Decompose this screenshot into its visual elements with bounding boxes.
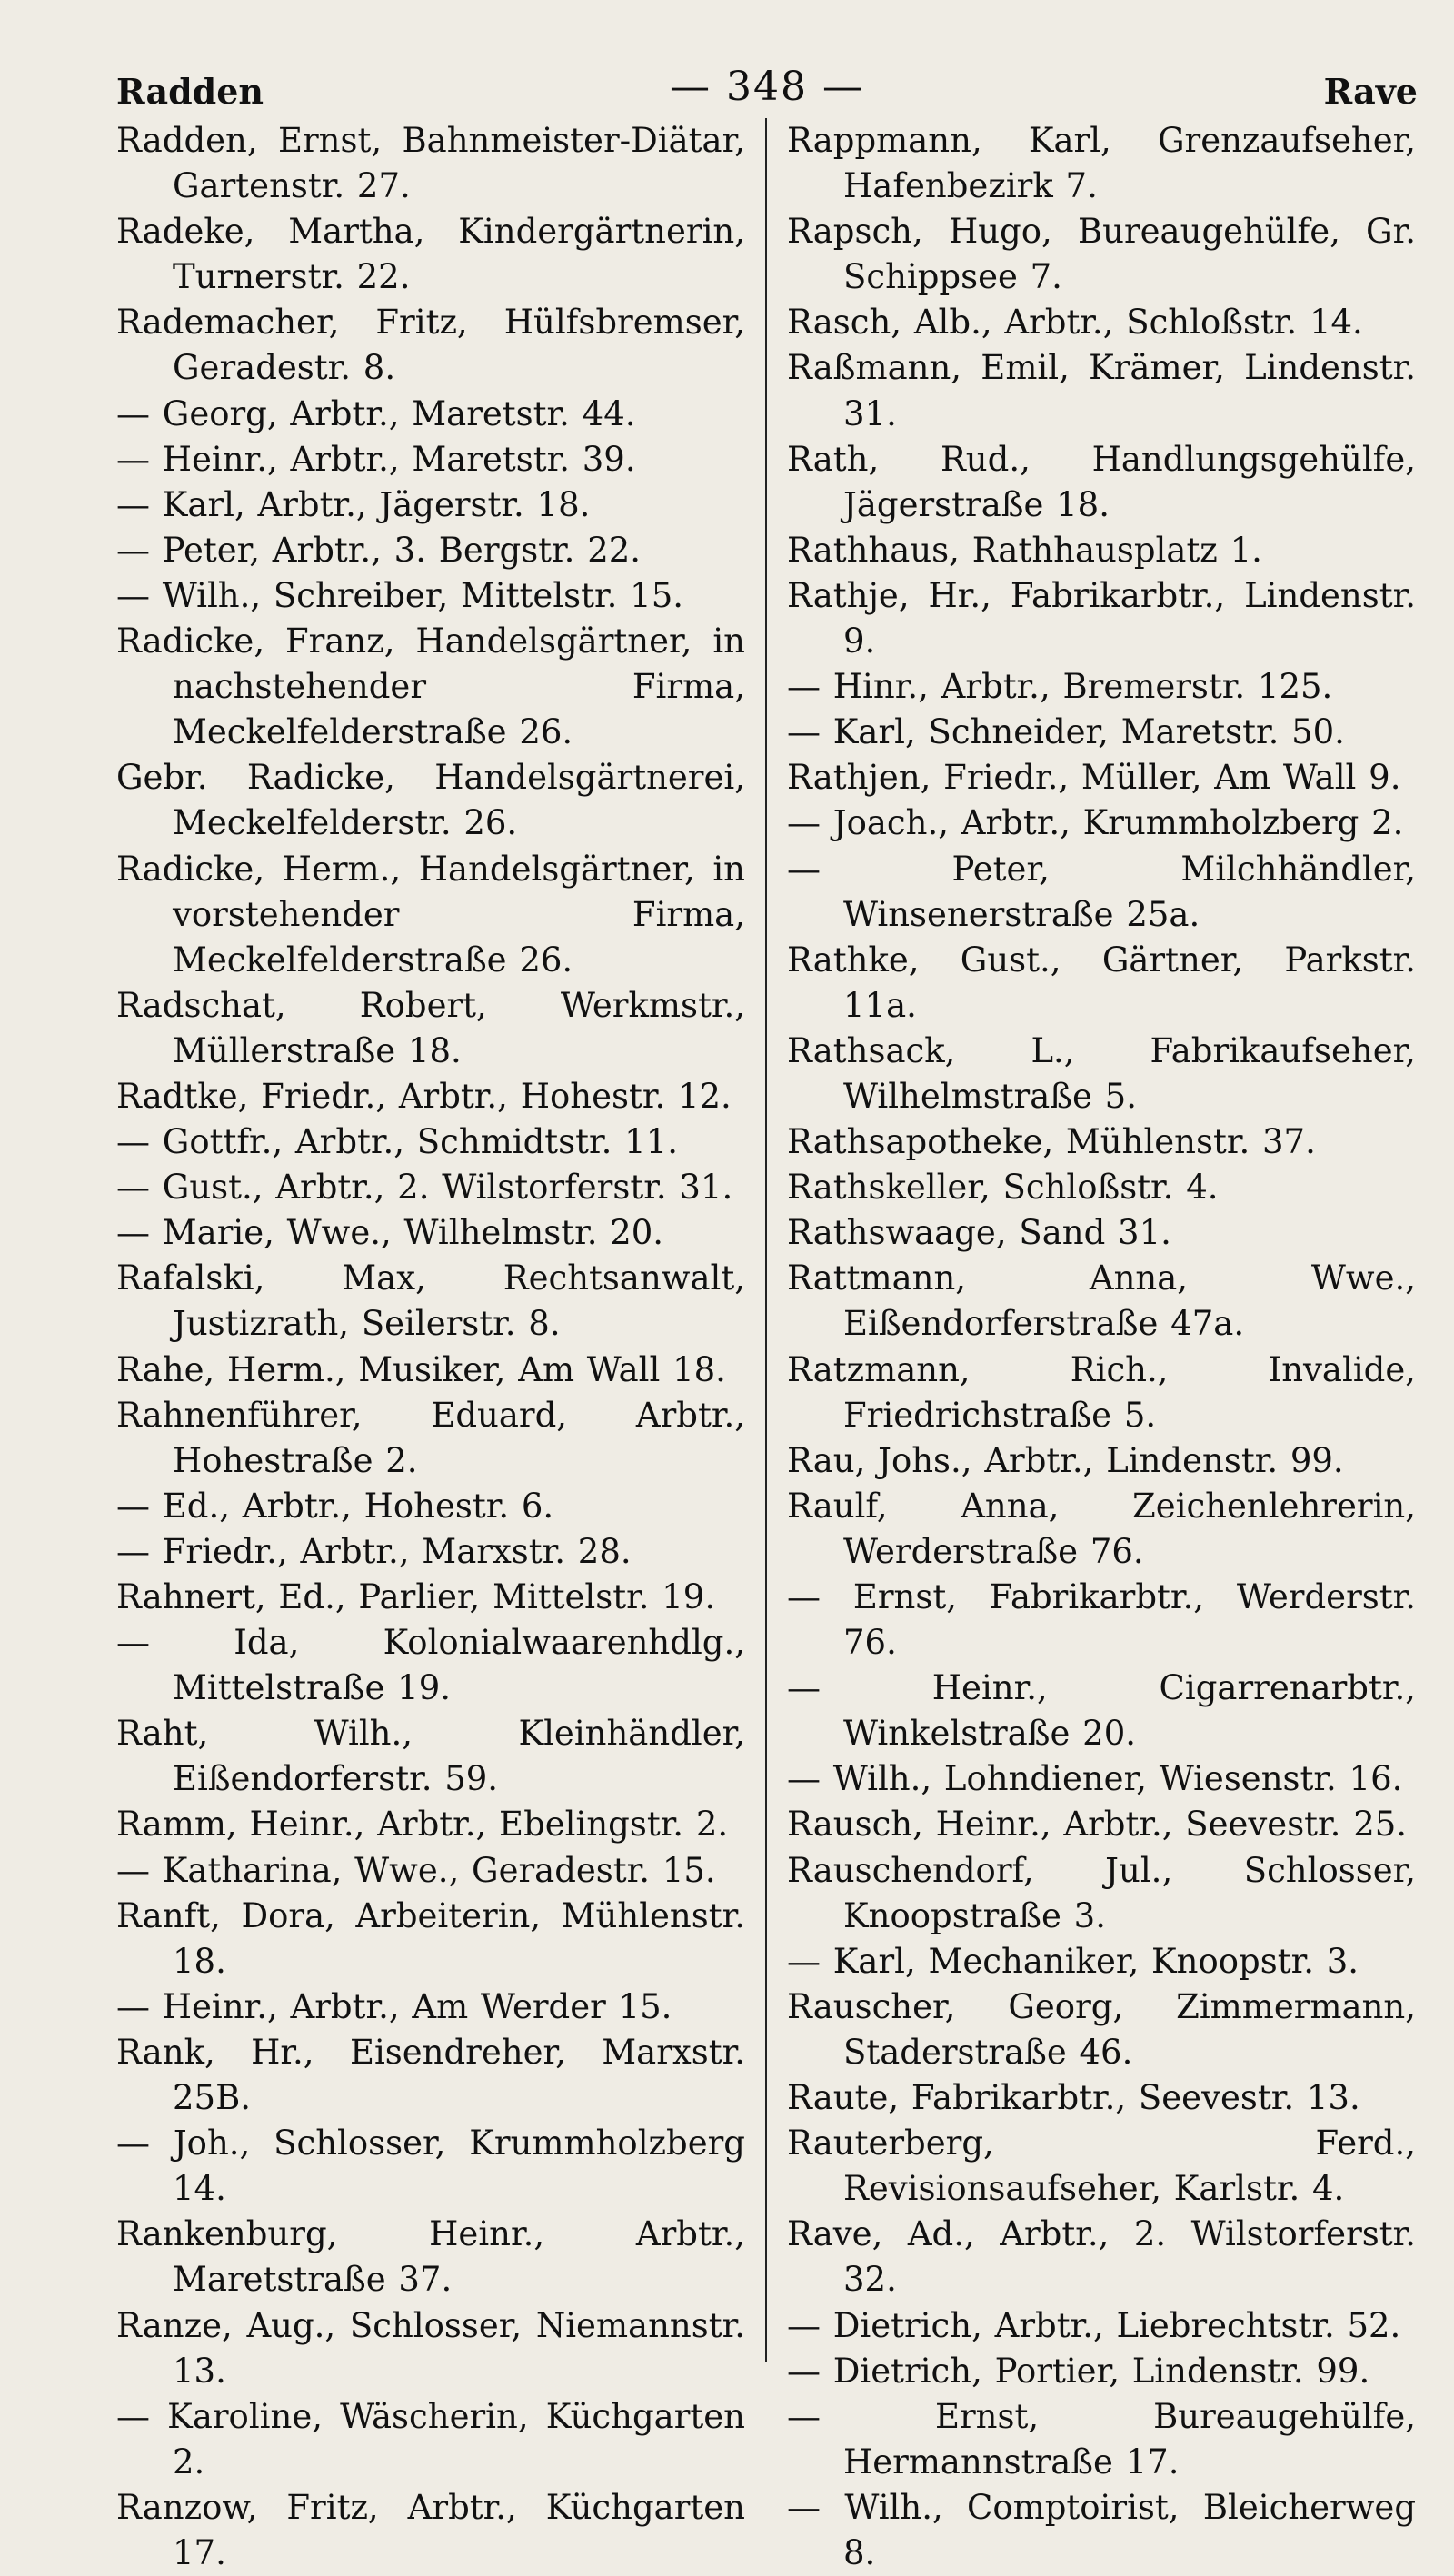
directory-entry: Rathje, Hr., Fabrikarbtr., Lindenstr. 9. [787,575,1416,661]
directory-entry: Rafalski, Max, Rechtsanwalt, Justizrath, Seilerstr. 8. [116,1258,745,1344]
directory-entry: Rathsack, L., Fabrikaufseher, Wilhelmstraße 5. [787,1030,1416,1116]
directory-entry: — Marie, Wwe., Wilhelmstr. 20. [116,1213,664,1253]
directory-entry: — Ernst, Fabrikarbtr., Werderstr. 76. [787,1577,1416,1663]
directory-entry: — Ida, Kolonialwaarenhdlg., Mittelstraße 19. [116,1623,745,1708]
directory-entry: Rathswaage, Sand 31. [787,1213,1171,1253]
header-right-word: Rave [1323,71,1418,112]
directory-entry: Rahnenführer, Eduard, Arbtr., Hohestraße 2. [116,1395,745,1480]
directory-entry: Rathsapotheke, Mühlenstr. 37. [787,1122,1316,1162]
running-head [116,55,1418,118]
directory-entry: — Peter, Milchhändler, Winsenerstraße 25a. [787,849,1416,934]
directory-entry: Raute, Fabrikarbtr., Seevestr. 13. [787,2078,1360,2118]
directory-entry: — Heinr., Arbtr., Am Werder 15. [116,1986,672,2026]
directory-entry: Rathke, Gust., Gärtner, Parkstr. 11a. [787,940,1416,1025]
directory-entry: — Dietrich, Portier, Lindenstr. 99. [787,2351,1370,2391]
directory-entry: — Heinr., Arbtr., Maretstr. 39. [116,439,636,479]
directory-entry: Rasch, Alb., Arbtr., Schloßstr. 14. [787,303,1363,343]
directory-entry: — Hinr., Arbtr., Bremerstr. 125. [787,667,1333,707]
right-column [769,118,1416,2572]
directory-entry: Rahe, Herm., Musiker, Am Wall 18. [116,1349,726,1389]
directory-entry: Radtke, Friedr., Arbtr., Hohestr. 12. [116,1076,732,1116]
directory-entry: Rau, Johs., Arbtr., Lindenstr. 99. [787,1440,1344,1480]
directory-entry: Rauscher, Georg, Zimmermann, Staderstraße 46. [787,1986,1416,2072]
directory-entry: Radicke, Franz, Handelsgärtner, in nachstehender Firma, Meckelfelderstraße 26. [116,622,745,752]
directory-entry: — Friedr., Arbtr., Marxstr. 28. [116,1531,632,1571]
directory-entry: Radschat, Robert, Werkmstr., Müllerstraße 18. [116,985,745,1070]
entry-columns [116,118,1418,2572]
directory-entry: Rappmann, Karl, Grenzaufseher, Hafenbezirk 7. [787,121,1416,206]
directory-entry: Ramm, Heinr., Arbtr., Ebelingstr. 2. [116,1805,729,1845]
directory-entry: — Karoline, Wäscherin, Küchgarten 2. [116,2396,745,2482]
directory-entry: — Karl, Schneider, Maretstr. 50. [787,712,1345,752]
directory-entry: Radicke, Herm., Handelsgärtner, in vorstehender Firma, Meckelfelderstraße 26. [116,849,745,980]
directory-entry: — Karl, Mechaniker, Knoopstr. 3. [787,1941,1359,1981]
directory-entry: Radden, Ernst, Bahnmeister-Diätar, Gartenstr. 27. [116,121,745,206]
directory-entry: — Wilh., Lohndiener, Wiesenstr. 16. [787,1759,1403,1799]
directory-entry: Rattmann, Anna, Wwe., Eißendorferstraße 47a. [787,1258,1416,1344]
directory-entry: Rave, Ad., Arbtr., 2. Wilstorferstr. 32. [787,2214,1416,2300]
directory-entry: Rapsch, Hugo, Bureaugehülfe, Gr. Schippsee 7. [787,212,1416,297]
directory-entry: — Karl, Arbtr., Jägerstr. 18. [116,484,591,524]
directory-entry: Rank, Hr., Eisendreher, Marxstr. 25B. [116,2032,745,2118]
directory-entry: Radeke, Martha, Kindergärtnerin, Turnerstr. 22. [116,212,745,297]
directory-entry: Rausch, Heinr., Arbtr., Seevestr. 25. [787,1805,1408,1845]
directory-entry: Raht, Wilh., Kleinhändler, Eißendorferstr. 59. [116,1714,745,1799]
directory-entry: — Wilh., Schreiber, Mittelstr. 15. [116,575,683,615]
directory-entry: — Ed., Arbtr., Hohestr. 6. [116,1486,554,1526]
left-column [116,118,763,2572]
directory-entry: Raulf, Anna, Zeichenlehrerin, Werderstraße 76. [787,1486,1416,1571]
directory-entry: Ratzmann, Rich., Invalide, Friedrichstraße 5. [787,1349,1416,1435]
directory-entry: Rath, Rud., Handlungsgehülfe, Jägerstraße 18. [787,439,1416,524]
directory-entry: Rathjen, Friedr., Müller, Am Wall 9. [787,758,1401,798]
directory-entry: — Joach., Arbtr., Krummholzberg 2. [787,803,1404,843]
directory-entry: Rademacher, Fritz, Hülfsbremser, Geradestr. 8. [116,303,745,388]
header-left-word: Radden [116,71,264,112]
directory-entry: Rauschendorf, Jul., Schlosser, Knoopstraße 3. [787,1850,1416,1935]
directory-entry: — Dietrich, Arbtr., Liebrechtstr. 52. [787,2305,1401,2345]
page-number: — 348 — [670,64,864,110]
directory-entry: Ranft, Dora, Arbeiterin, Mühlenstr. 18. [116,1895,745,1981]
directory-entry: Ranze, Aug., Schlosser, Niemannstr. 13. [116,2305,745,2391]
directory-entry: Ranzow, Fritz, Arbtr., Küchgarten 17. [116,2487,745,2572]
directory-entry: Rankenburg, Heinr., Arbtr., Maretstraße 37. [116,2214,745,2300]
directory-entry: Gebr. Radicke, Handelsgärtnerei, Meckelfelderstr. 26. [116,758,745,843]
directory-entry: Rathskeller, Schloßstr. 4. [787,1168,1219,1208]
directory-entry: Raßmann, Emil, Krämer, Lindenstr. 31. [787,348,1416,433]
directory-entry: — Georg, Arbtr., Maretstr. 44. [116,393,636,433]
column-divider [765,118,767,2362]
directory-entry: — Joh., Schlosser, Krummholzberg 14. [116,2123,745,2209]
directory-entry: — Ernst, Bureaugehülfe, Hermannstraße 17. [787,2396,1416,2482]
directory-entry: — Heinr., Cigarrenarbtr., Winkelstraße 20. [787,1668,1416,1754]
directory-entry: Rathhaus, Rathhausplatz 1. [787,530,1262,570]
directory-entry: — Wilh., Comptoirist, Bleicherweg 8. [787,2487,1416,2572]
directory-entry: — Katharina, Wwe., Geradestr. 15. [116,1850,716,1890]
directory-entry: Rauterberg, Ferd., Revisionsaufseher, Karlstr. 4. [787,2123,1416,2209]
directory-entry: — Gottfr., Arbtr., Schmidtstr. 11. [116,1122,679,1162]
directory-entry: Rahnert, Ed., Parlier, Mittelstr. 19. [116,1577,716,1616]
directory-entry: — Gust., Arbtr., 2. Wilstorferstr. 31. [116,1168,733,1208]
directory-entry: — Peter, Arbtr., 3. Bergstr. 22. [116,530,642,570]
